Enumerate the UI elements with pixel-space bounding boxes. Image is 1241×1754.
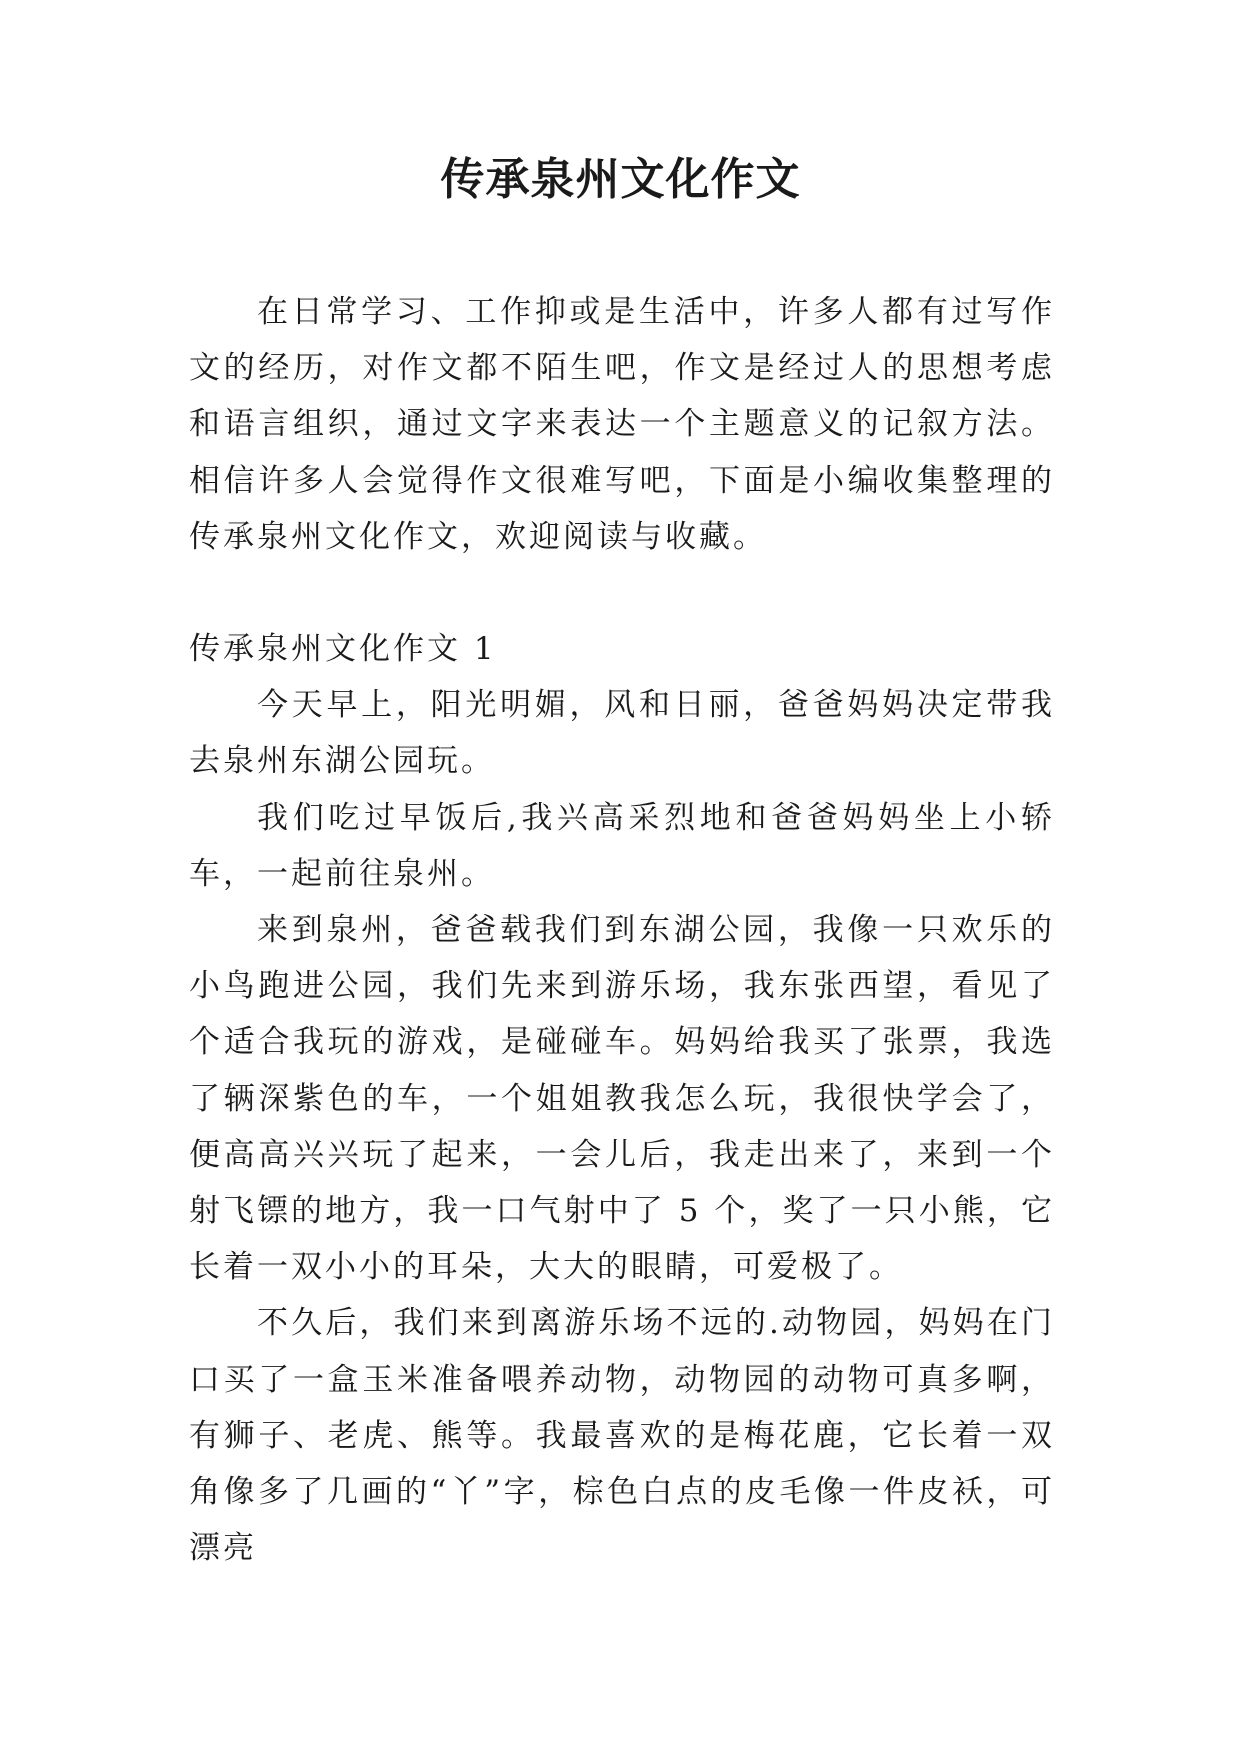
- body-paragraph: 来到泉州，爸爸载我们到东湖公园，我像一只欢乐的小鸟跑进公园，我们先来到游乐场，我东张西望，看见了个适合我玩的游戏，是碰碰车。妈妈给我买了张票，我选了辆深紫色的车，一个姐姐教我怎么玩，我很快学会了，便高高兴兴玩了起来，一会儿后，我走出来了，来到一个射飞镖的地方，我一口气射中了 5 个，奖了一只小熊，它长着一双小小的耳朵，大大的眼睛，可爱极了。: [189, 912, 1055, 1286]
- body-paragraph: 不久后，我们来到离游乐场不远的.动物园，妈妈在门口买了一盒玉米准备喂养动物，动物园的动物可真多啊，有狮子、老虎、熊等。我最喜欢的是梅花鹿，它长着一双角像多了几画的“丫”字，棕色白点的皮毛像一件皮袄，可漂亮: [189, 1305, 1055, 1567]
- body-paragraph: 我们吃过早饭后,我兴高采烈地和爸爸妈妈坐上小轿车，一起前往泉州。: [189, 799, 1055, 892]
- section-heading: 传承泉州文化作文 1: [189, 631, 497, 668]
- body-paragraph: 今天早上，阳光明媚，风和日丽，爸爸妈妈决定带我去泉州东湖公园玩。: [189, 687, 1055, 780]
- intro-paragraph: 在日常学习、工作抑或是生活中，许多人都有过写作文的经历，对作文都不陌生吧，作文是经过人的思想考虑和语言组织，通过文字来表达一个主题意义的记叙方法。相信许多人会觉得作文很难写吧，下面是小编收集整理的传承泉州文化作文，欢迎阅读与收藏。: [189, 294, 1055, 555]
- document-title: 传承泉州文化作文: [440, 154, 801, 205]
- document-body: [189, 284, 1055, 1576]
